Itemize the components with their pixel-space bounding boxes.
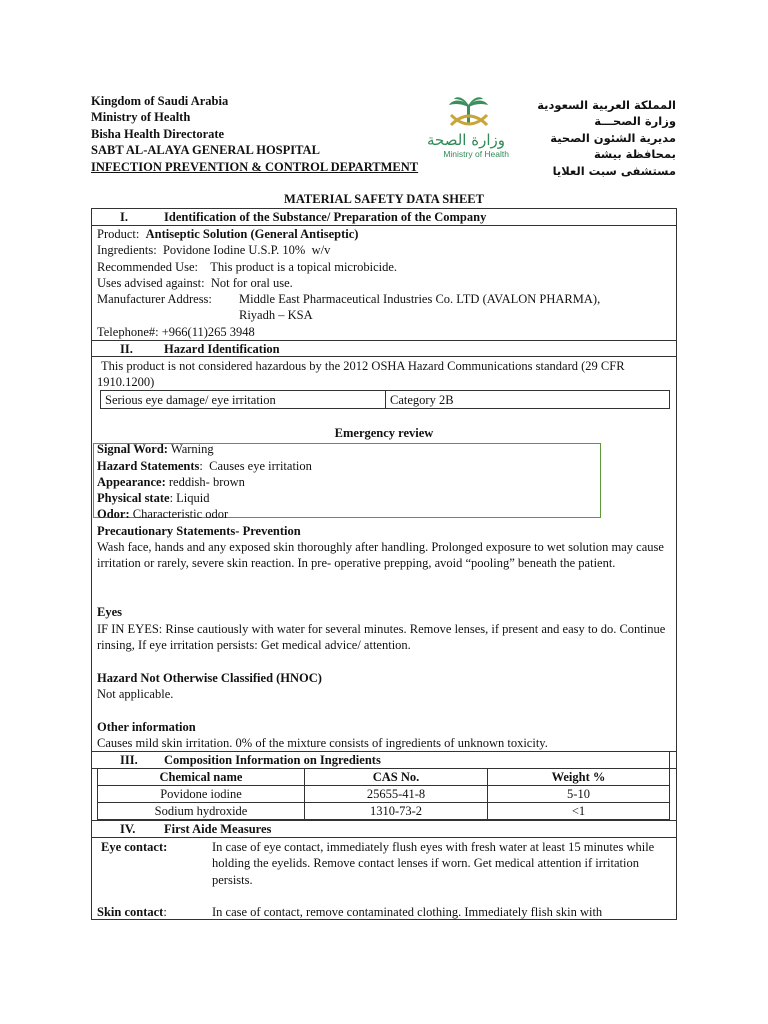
- document-title: MATERIAL SAFETY DATA SHEET: [284, 192, 484, 206]
- header-arabic-line-2: وزارة الصحـــة: [594, 114, 676, 129]
- hazard-category-cell: Category 2B: [386, 391, 670, 409]
- column-header: Chemical name: [98, 769, 305, 786]
- prevention-text: Wash face, hands and any exposed skin thoroughly after handling. Prolonged exposure to wet solution may cause irritation or rarely, severe skin reaction. In pre- operative prepping, avoid “pooling” beneath the patient.: [97, 540, 664, 571]
- header-arabic-line-5: مستشفى سبت العلايا: [552, 163, 676, 178]
- composition-table: [97, 768, 670, 820]
- skin-contact-text: In case of contact, remove contaminated clothing. Immediately flish skin with: [212, 905, 603, 919]
- header-line-hospital: SABT AL-ALAYA GENERAL HOSPITAL: [91, 143, 320, 158]
- signal-word-line: Signal Word: Warning: [97, 442, 214, 456]
- section-title: First Aide Measures: [164, 822, 272, 836]
- signal-word-value: Warning: [170, 442, 214, 456]
- advised-against-line: Uses advised against: Not for oral use.: [97, 276, 293, 290]
- table-cell: 1310-73-2: [305, 803, 488, 820]
- ingredients-line: Ingredients: Povidone Iodine U.S.P. 10% w/v: [97, 243, 331, 257]
- prevention-title: Precautionary Statements- Prevention: [97, 524, 301, 538]
- section-4-heading: [120, 821, 271, 837]
- other-info-text: Causes mild skin irritation. 0% of the mixture consists of ingredients of unknown toxicity.: [97, 736, 548, 750]
- table-cell: Sodium hydroxide: [98, 803, 305, 820]
- table-cell: <1: [488, 803, 670, 820]
- logo-arabic-text: وزارة الصحة: [427, 131, 505, 149]
- skin-contact-label: Skin contact:: [97, 905, 167, 919]
- table-row: [98, 786, 670, 803]
- hazard-classification-table: [100, 390, 670, 409]
- section-title: Composition Information on Ingredients: [164, 753, 381, 767]
- section-1-heading: [120, 209, 486, 225]
- header-arabic-line-1: المملكة العربية السعودية: [537, 98, 676, 112]
- section-2-heading: [120, 341, 280, 357]
- header-line-directorate: Bisha Health Directorate: [91, 126, 225, 141]
- header-arabic: [486, 97, 676, 179]
- section-3-heading: [120, 752, 381, 768]
- other-info-title: Other information: [97, 720, 196, 734]
- header-line-country: Kingdom of Saudi Arabia: [91, 94, 229, 108]
- section-number: I.: [120, 210, 128, 224]
- odor-line: Odor: Characteristic odor: [97, 507, 229, 521]
- eyes-title: Eyes: [97, 605, 122, 619]
- table-header-row: [98, 769, 670, 786]
- header-english: [91, 93, 471, 175]
- column-header: Weight %: [488, 769, 670, 786]
- hazard-statements-value: : Causes eye irritation: [199, 459, 312, 473]
- section-title: Identification of the Substance/ Preparation of the Company: [164, 210, 487, 224]
- osha-statement: This product is not considered hazardous by the 2012 OSHA Hazard Communications standard (29 CFR 1910.1200): [97, 359, 625, 390]
- eyes-text: IF IN EYES: Rinse cautiously with water for several minutes. Remove lenses, if present and easy to do. Continue rinsing, If eye irritation persists: Get medical advice/ attention.: [97, 622, 666, 653]
- column-header: CAS No.: [305, 769, 488, 786]
- section-title: Hazard Identification: [164, 342, 280, 356]
- hazard-class-cell: Serious eye damage/ eye irritation: [101, 391, 386, 409]
- section-number: IV.: [120, 822, 136, 836]
- table-cell: 25655-41-8: [305, 786, 488, 803]
- recommended-use-line: Recommended Use: This product is a topical microbicide.: [97, 260, 398, 274]
- table-cell: 5-10: [488, 786, 670, 803]
- eye-contact-text: In case of eye contact, immediately flush eyes with fresh water at least 15 minutes while holding the eyelids. Remove contact lenses if worn. Get medical attention if irritation persists.: [212, 840, 655, 887]
- product-line: Product: Antiseptic Solution (General Antiseptic): [97, 227, 359, 241]
- telephone-line: Telephone#: +966(11)265 3948: [97, 325, 255, 339]
- table-row: [101, 391, 670, 409]
- product-value: Antiseptic Solution (General Antiseptic): [145, 227, 359, 241]
- odor-value: Characteristic odor: [132, 507, 229, 521]
- manufacturer-line-2: Riyadh – KSA: [239, 308, 313, 322]
- manufacturer-label: Manufacturer Address:: [97, 292, 212, 306]
- section-number: II.: [120, 342, 133, 356]
- eye-contact-label: Eye contact:: [101, 840, 168, 854]
- header-arabic-line-3: مديرية الشئون الصحية: [550, 130, 676, 145]
- manufacturer-line-1: Middle East Pharmaceutical Industries Co. LTD (AVALON PHARMA),: [239, 292, 601, 306]
- header-arabic-line-4: بمحافظة بيشة: [593, 147, 676, 162]
- header-line-department: INFECTION PREVENTION & CONTROL DEPARTMENT: [91, 159, 419, 174]
- emergency-review-title: Emergency review: [334, 426, 434, 440]
- hazard-statements-line: Hazard Statements: Causes eye irritation: [97, 459, 312, 473]
- appearance-line: Appearance: reddish- brown: [97, 475, 245, 489]
- appearance-value: reddish- brown: [168, 475, 245, 489]
- logo-english-text: Ministry of Health: [443, 149, 509, 159]
- table-cell: Povidone iodine: [98, 786, 305, 803]
- physical-state-value: : Liquid: [169, 491, 210, 505]
- section-number: III.: [120, 753, 138, 767]
- hnoc-text: Not applicable.: [97, 687, 174, 701]
- header-line-ministry: Ministry of Health: [91, 110, 191, 125]
- table-row: [98, 803, 670, 820]
- hnoc-title: Hazard Not Otherwise Classified (HNOC): [97, 671, 322, 685]
- physical-state-line: Physical state: Liquid: [97, 491, 210, 505]
